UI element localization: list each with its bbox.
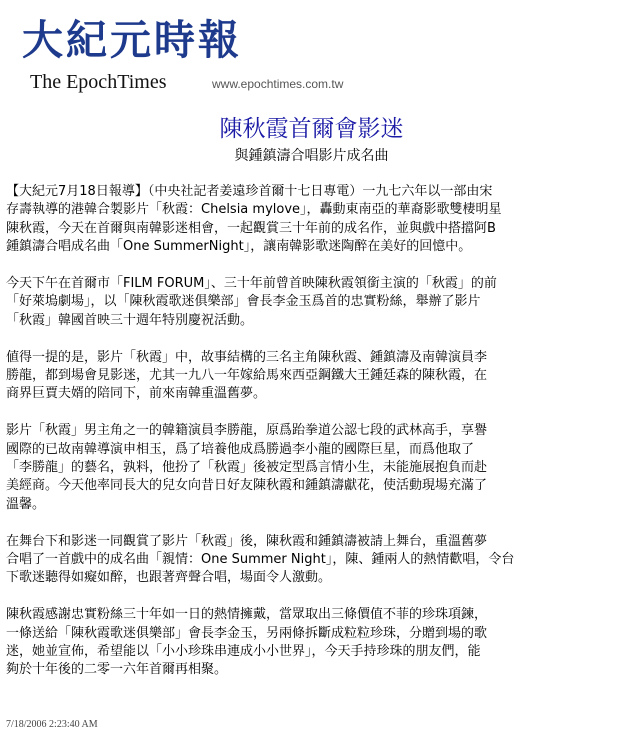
paragraph-line: 在舞台下和影迷一同觀賞了影片「秋霞」後，陳秋霞和鍾鎮濤被請上舞台，重溫舊夢 <box>6 533 488 549</box>
paragraph-line: 今天下午在首爾市「FILM FORUM」、三十年前曾首映陳秋霞領銜主演的「秋霞」的前 <box>6 276 497 292</box>
logo-chinese: 大紀元時報 <box>22 16 242 64</box>
paragraph-line: 勝龍，都到場會見影迷，尤其一九八一年嫁給馬來西亞鋼鐵大王鍾廷森的陳秋霞，在 <box>6 368 488 384</box>
article-paragraph <box>6 422 616 514</box>
article-paragraph <box>6 606 616 680</box>
article-title: 陳秋霞首爾會影迷 <box>219 116 404 142</box>
article-paragraph <box>6 533 616 588</box>
paragraph-line: 陳秋霞，今天在首爾與南韓影迷相會，一起觀賞三十年前的成名作，並與戲中搭擋阿B <box>6 220 496 236</box>
article-body <box>6 183 616 698</box>
paragraph-line: 美經商。今天他率同長大的兒女向昔日好友陳秋霞和鍾鎮濤獻花，使活動現場充滿了 <box>6 478 488 494</box>
paragraph-line: 陳秋霞感謝忠實粉絲三十年如一日的熱情擁戴，當眾取出三條價值不菲的珍珠項鍊， <box>6 607 488 623</box>
article-paragraph <box>6 349 616 404</box>
paragraph-line: 商界巨賈夫婿的陪同下，前來南韓重溫舊夢。 <box>6 386 267 402</box>
paragraph-line: 一條送給「陳秋霞歌迷俱樂部」會長李金玉，另兩條拆斷成粒粒珍珠，分贈到場的歌 <box>6 625 488 641</box>
logo-english: The EpochTimes <box>30 71 167 93</box>
masthead <box>22 14 344 96</box>
paragraph-line: 國際的已故南韓導演申相玉，爲了培養他成爲勝過李小龍的國際巨星，而爲他取了 <box>6 441 475 457</box>
paragraph-line: 「李勝龍」的藝名，孰料，他扮了「秋霞」後被定型爲言情小生，未能施展抱負而赴 <box>6 460 488 476</box>
article-subtitle: 與鍾鎮濤合唱影片成名曲 <box>234 148 389 164</box>
paragraph-line: 【大紀元7月18日報導】（中央社記者姜遠珍首爾十七日專電）一九七六年以一部由宋 <box>6 184 493 199</box>
paragraph-line: 迷，她並宣佈，希望能以「小小珍珠串連成小小世界」，今天手持珍珠的朋友們，能 <box>6 644 481 660</box>
paragraph-line: 「秋霞」韓國首映三十週年特別慶祝活動。 <box>6 312 254 328</box>
paragraph-line: 溫馨。 <box>6 496 46 512</box>
paragraph-line: 存壽執導的港韓合製影片「秋霞：Chelsia mylove」，轟動東南亞的華裔影歌雙棲明星 <box>6 202 502 218</box>
article-timestamp: 7/18/2006 2:23:40 AM <box>6 719 98 730</box>
paragraph-line: 値得一提的是，影片「秋霞」中，故事結構的三名主角陳秋霞、鍾鎮濤及南韓演員李 <box>6 349 488 365</box>
paragraph-line: 夠於十年後的二零一六年首爾再相聚。 <box>6 662 228 678</box>
site-url: www.epochtimes.com.tw <box>212 77 344 91</box>
article-paragraph <box>6 275 616 330</box>
paragraph-line: 鍾鎮濤合唱成名曲「One SummerNight」，讓南韓影歌迷陶醉在美好的回憶中。 <box>6 239 472 255</box>
paragraph-line: 影片「秋霞」男主角之一的韓籍演員李勝龍，原爲跆拳道公認七段的武林高手，享譽 <box>6 423 488 439</box>
paragraph-line: 「好萊塢劇場」，以「陳秋霞歌迷俱樂部」會長李金玉爲首的忠實粉絲，舉辦了影片 <box>6 294 481 310</box>
paragraph-line: 下歌迷聽得如癡如醉，也跟著齊聲合唱，場面令人激動。 <box>6 570 332 586</box>
paragraph-line: 合唱了一首戲中的成名曲「親情：One Summer Night」，陳、鍾兩人的熱情歡唱，令台 <box>6 552 515 568</box>
article-paragraph <box>6 183 616 257</box>
